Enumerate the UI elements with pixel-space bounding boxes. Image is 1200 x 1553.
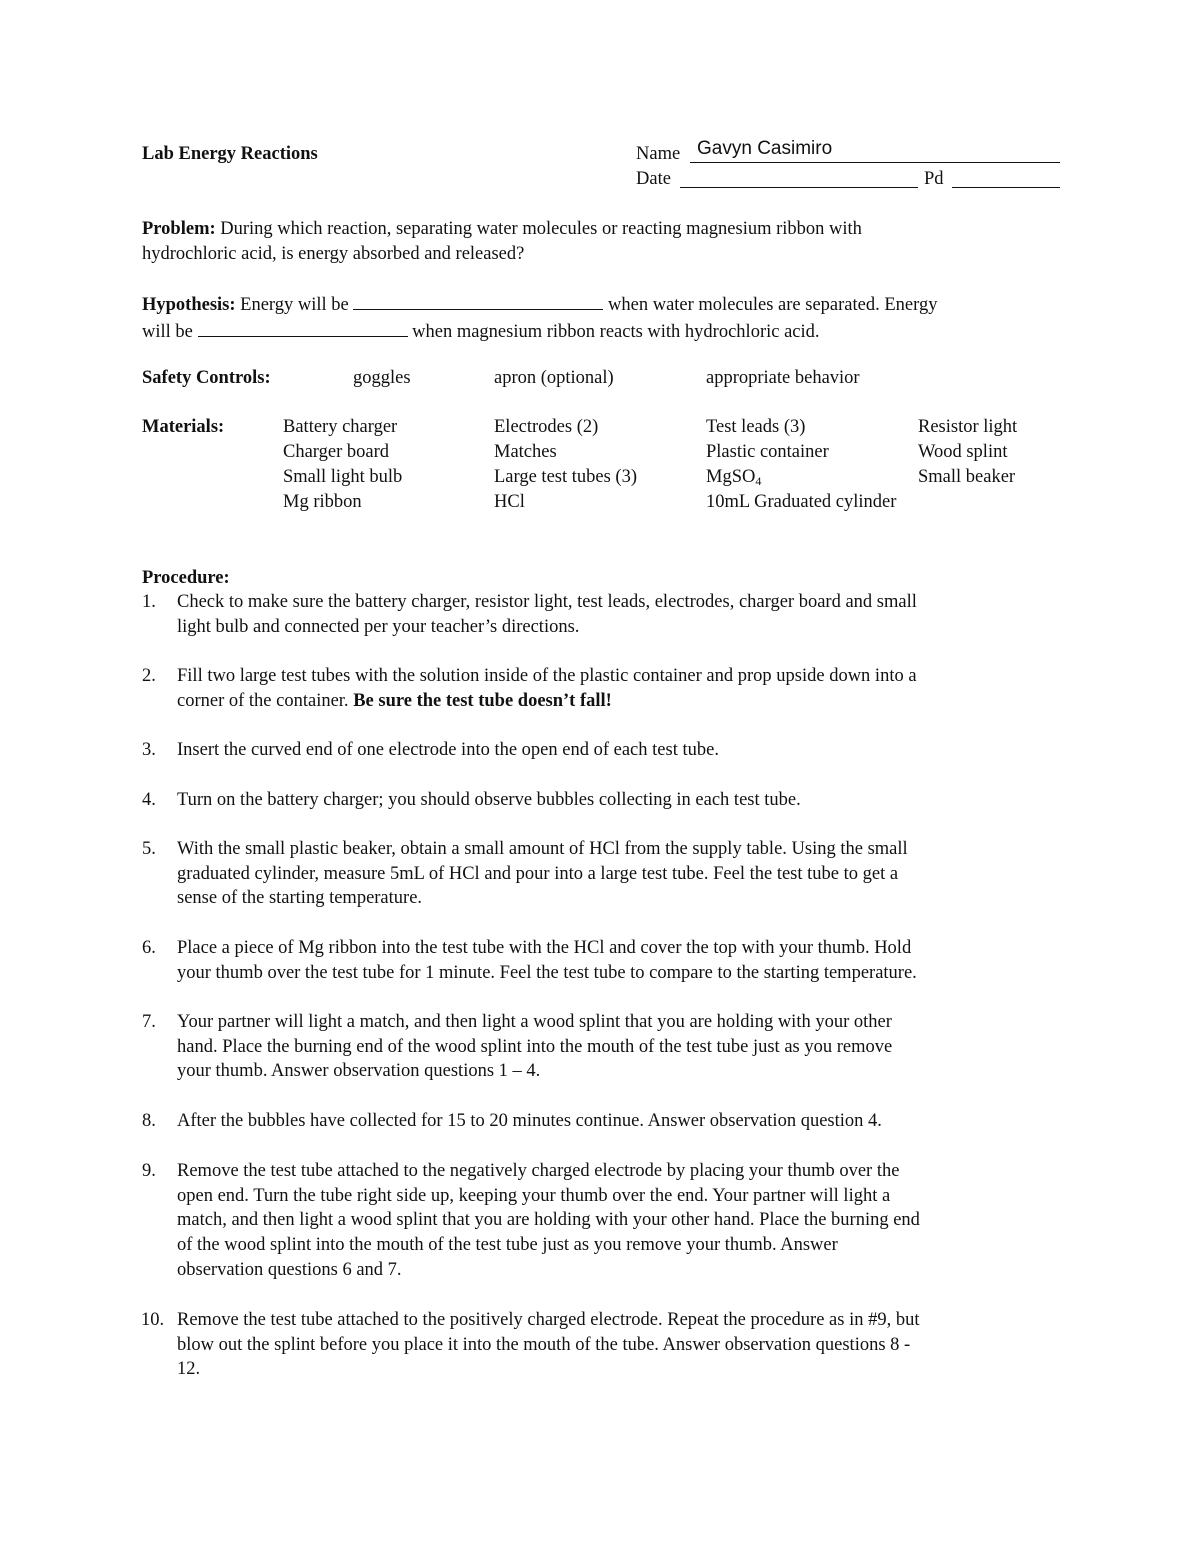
material-item-mgso4 (706, 465, 761, 489)
materials-label: Materials: (142, 417, 225, 437)
step-line: corner of the container. (177, 690, 354, 711)
step-line: Remove the test tube attached to the negatively charged electrode by placing your thumb over the (177, 1161, 900, 1181)
step-number: 1. (142, 592, 156, 612)
hypothesis-text-3: will be (142, 322, 193, 342)
step-line: After the bubbles have collected for 15 to 20 minutes continue. Answer observation question 4. (177, 1111, 882, 1131)
material-item: Small beaker (918, 467, 1016, 487)
material-item: Test leads (3) (706, 417, 806, 437)
hypothesis-section (142, 291, 1062, 345)
step-line: hand. Place the burning end of the wood splint into the mouth of the test tube just as you remove (177, 1036, 893, 1057)
step-line: your thumb. Answer observation questions 1 – 4. (177, 1061, 541, 1082)
material-item: Electrodes (2) (494, 417, 599, 437)
step-line: your thumb over the test tube for 1 minute. Feel the test tube to compare to the starting temperature. (177, 962, 917, 983)
step-line: match, and then light a wood splint that you are holding with your other hand. Place the burning end (177, 1210, 920, 1231)
step-number: 8. (142, 1111, 156, 1131)
step-text (177, 590, 1057, 639)
step-number: 4. (142, 790, 156, 810)
step-line-mixed (177, 689, 1057, 714)
step-number: 5. (142, 839, 156, 859)
step-number: 10. (141, 1310, 165, 1330)
step-line: observation questions 6 and 7. (177, 1259, 402, 1280)
step-text (177, 1109, 1057, 1134)
step-line: Your partner will light a match, and then light a wood splint that you are holding with your other (177, 1012, 892, 1032)
material-item: Plastic container (706, 442, 829, 462)
material-item: 10mL Graduated cylinder (706, 492, 897, 512)
problem-label: Problem: (142, 219, 216, 239)
step-text (177, 1159, 1057, 1283)
safety-item: apron (optional) (494, 368, 614, 388)
hypothesis-label: Hypothesis: (142, 295, 236, 315)
material-item: Battery charger (283, 417, 398, 437)
step-number: 3. (142, 740, 156, 760)
step-line: Check to make sure the battery charger, resistor light, test leads, electrodes, charger board and small (177, 592, 917, 612)
step-line: Fill two large test tubes with the solution inside of the plastic container and prop upside down into a (177, 666, 917, 686)
hypothesis-text-4: when magnesium ribbon reacts with hydrochloric acid. (412, 322, 820, 342)
step-text (177, 936, 1057, 985)
problem-text-line1: During which reaction, separating water molecules or reacting magnesium ribbon with (220, 219, 862, 239)
step-line: Remove the test tube attached to the positively charged electrode. Repeat the procedure as in #9, but (177, 1310, 920, 1330)
step-text (177, 1010, 1057, 1084)
step-line: sense of the starting temperature. (177, 888, 423, 909)
material-item: HCl (494, 492, 525, 512)
period-field[interactable] (952, 187, 1060, 188)
material-item: Charger board (283, 442, 389, 462)
step-line: graduated cylinder, measure 5mL of HCl and pour into a large test tube. Feel the test tube to get a (177, 863, 899, 884)
step-warning: Be sure the test tube doesn’t fall! (353, 690, 612, 711)
page-title: Lab Energy Reactions (142, 144, 318, 164)
material-item: Small light bulb (283, 467, 403, 487)
material-item: Wood splint (918, 442, 1008, 462)
material-item: Matches (494, 442, 557, 462)
name-value: Gavyn Casimiro (697, 138, 833, 159)
step-line: of the wood splint into the mouth of the test tube just as you remove your thumb. Answer (177, 1235, 838, 1256)
name-field[interactable] (690, 162, 1060, 163)
name-label: Name (636, 144, 681, 164)
material-item: Large test tubes (3) (494, 467, 637, 487)
step-number: 9. (142, 1161, 156, 1181)
step-line: Place a piece of Mg ribbon into the test tube with the HCl and cover the top with your thumb. Hold (177, 938, 912, 958)
procedure-heading: Procedure: (142, 568, 230, 588)
step-text (177, 788, 1057, 813)
subscript: 4 (755, 474, 762, 488)
material-item: Resistor light (918, 417, 1018, 437)
material-item: Mg ribbon (283, 492, 362, 512)
date-label: Date (636, 169, 671, 189)
safety-label: Safety Controls: (142, 368, 271, 388)
step-line: open end. Turn the tube right side up, keeping your thumb over the end. Your partner will light a (177, 1185, 891, 1206)
safety-item: goggles (353, 368, 411, 388)
hypothesis-text-1: Energy will be (240, 295, 349, 315)
hypothesis-blank-2[interactable] (198, 318, 408, 337)
step-number: 6. (142, 938, 156, 958)
material-item-text: MgSO (706, 467, 756, 487)
hypothesis-blank-1[interactable] (353, 291, 603, 310)
date-field[interactable] (680, 187, 918, 188)
step-line: blow out the splint before you place it into the mouth of the tube. Answer observation questions 8 - (177, 1334, 911, 1355)
step-line: light bulb and connected per your teacher’s directions. (177, 616, 580, 637)
step-line: With the small plastic beaker, obtain a small amount of HCl from the supply table. Using the small (177, 839, 908, 859)
step-line: 12. (177, 1359, 201, 1380)
hypothesis-text-2: when water molecules are separated. Energy (608, 295, 938, 315)
step-text (177, 837, 1057, 911)
step-line: Turn on the battery charger; you should observe bubbles collecting in each test tube. (177, 790, 801, 810)
problem-section (142, 217, 1062, 267)
step-line: Insert the curved end of one electrode into the open end of each test tube. (177, 740, 719, 760)
step-number: 7. (142, 1012, 156, 1032)
step-text (177, 738, 1057, 763)
safety-item: appropriate behavior (706, 368, 860, 388)
step-text (177, 664, 1057, 713)
problem-text-line2: hydrochloric acid, is energy absorbed and released? (142, 244, 525, 264)
step-text (177, 1308, 1057, 1382)
step-number: 2. (142, 666, 156, 686)
period-label: Pd (924, 169, 944, 189)
